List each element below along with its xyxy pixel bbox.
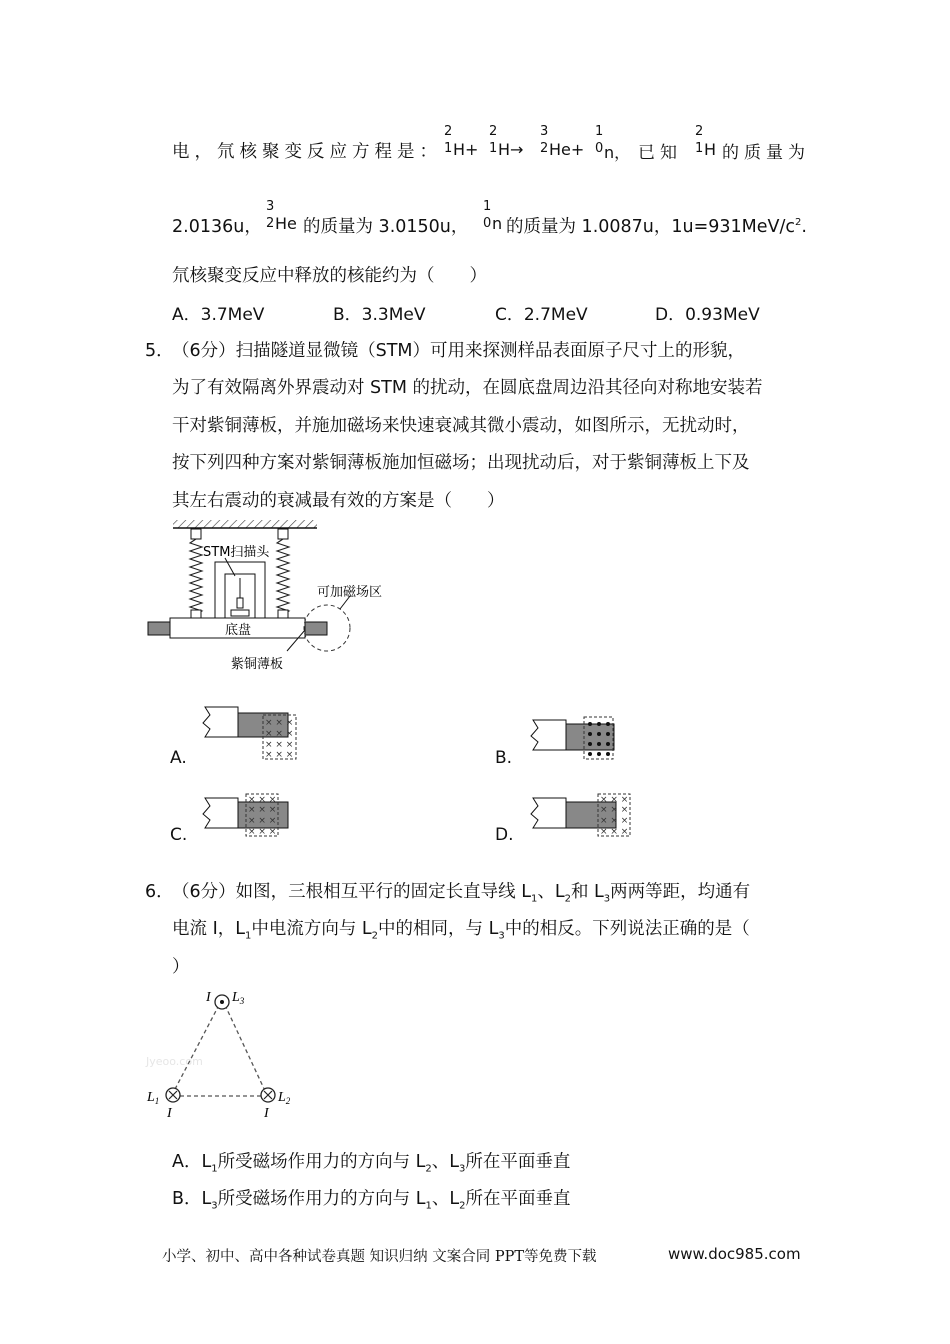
isotope-mass: 3 (266, 199, 275, 214)
q4-mass-text-3: 的质量为 1.0087u，$1u=931MeV/c^2$. (506, 217, 807, 237)
edge-l3-l2 (225, 1005, 266, 1093)
ceiling (173, 520, 317, 528)
option-a-figure (200, 703, 300, 763)
field-into-page-marks (248, 795, 276, 837)
isotope-mass: 1 (595, 124, 604, 139)
label-l3: $L_3$ (232, 990, 245, 1006)
svg-text:× × ×: × × × (248, 805, 277, 815)
isotope-symbol: He+ (549, 140, 585, 159)
isotope-mass: 2 (695, 124, 704, 139)
svg-text:× × ×: × × × (600, 816, 629, 826)
isotope-charge: 1 (489, 141, 498, 156)
svg-text:× × ×: × × × (265, 750, 294, 760)
svg-text:× × ×: × × × (600, 795, 629, 805)
q4-mass-text-1: 2.0136u， (172, 217, 262, 237)
footer-url[interactable]: www.doc985.com (668, 1245, 801, 1263)
isotope-charge: 1 (444, 141, 453, 156)
label-i-right: I (264, 1106, 269, 1120)
q5-option-c[interactable]: C. (170, 825, 188, 845)
q6-option-a[interactable]: A．$L_1$所受磁场作用力的方向与 $L_2$、$L_3$所在平面垂直 (172, 1152, 571, 1175)
watermark: Jyeoo.com (146, 1055, 203, 1068)
q4-intro-text: 电，氘核聚变反应方程是： (172, 142, 442, 162)
svg-text:× × ×: × × × (600, 827, 629, 837)
wire-l3-out-of-page (215, 995, 229, 1009)
q6-option-b[interactable]: B．$L_3$所受磁场作用力的方向与 $L_1$、$L_2$所在平面垂直 (172, 1189, 571, 1212)
plate-label: 紫铜薄板 (231, 657, 284, 672)
q6-line-2: 电流 I，$L_1$中电流方向与 $L_2$中的相同，与 $L_3$中的相反。下列说法正确的是（ (172, 919, 750, 942)
svg-text:× × ×: × × × (248, 795, 277, 805)
base-plate-right (305, 622, 327, 635)
label-i-left: I (167, 1106, 172, 1120)
base-label: 底盘 (225, 623, 252, 638)
svg-text:× × ×: × × × (600, 805, 629, 815)
option-b-figure (528, 712, 623, 762)
stm-head-label: STM扫描头 (203, 545, 270, 560)
label-l2: $L_2$ (278, 1090, 291, 1106)
isotope-symbol: n， (604, 143, 631, 162)
q5-option-b[interactable]: B. (495, 748, 513, 768)
option-c-figure (200, 790, 300, 840)
label-i-top: I (206, 990, 211, 1005)
label-l1: $L_1$ (147, 1090, 160, 1106)
q4-mass-text-2: 的质量为 3.0150u， (303, 217, 469, 237)
isotope-symbol: n (492, 214, 503, 233)
q5-number: 5． (145, 341, 174, 361)
isotope-charge: 2 (266, 216, 275, 231)
isotope-mass: 2 (444, 124, 453, 139)
isotope-charge: 1 (695, 141, 704, 156)
base-plate-left (148, 622, 170, 635)
q5-line-5: 其左右震动的衰减最有效的方案是（ ） (172, 491, 505, 511)
q4-option-d[interactable]: D．0.93MeV (655, 305, 760, 325)
spring-right (277, 539, 289, 614)
wires-figure (142, 985, 312, 1120)
q4-option-b[interactable]: B．3.3MeV (333, 305, 426, 325)
svg-text:× × ×: × × × (248, 816, 277, 826)
isotope-charge: 0 (483, 216, 492, 231)
isotope-mass: 2 (489, 124, 498, 139)
isotope-charge: 2 (540, 141, 549, 156)
q6-line-1: （6分）如图，三根相互平行的固定长直导线 $L_1$、$L_2$和 $L_3$两两等距，均通有 (172, 882, 751, 905)
q4-known-text: 已知 (638, 143, 682, 163)
svg-text:× × ×: × × × (265, 729, 294, 739)
isotope-mass: 3 (540, 124, 549, 139)
q6-line-3: ） (172, 957, 190, 977)
wire-l1-into-page (166, 1088, 180, 1102)
q4-known-suffix: 的质量为 (722, 143, 810, 163)
q5-option-d[interactable]: D. (495, 825, 514, 845)
stm-figure (145, 518, 405, 678)
q4-option-a[interactable]: A．3.7MeV (172, 305, 265, 325)
option-d-figure (528, 790, 638, 840)
field-into-page-marks (600, 795, 628, 837)
q5-line-3: 干对紫铜薄板，并施加磁场来快速衰减其微小震动，如图所示，无扰动时， (172, 416, 750, 436)
q5-line-4: 按下列四种方案对紫铜薄板施加恒磁场；出现扰动后，对于紫铜薄板上下及 (172, 453, 750, 473)
svg-text:× × ×: × × × (265, 740, 294, 750)
field-into-page-marks (265, 718, 293, 760)
q6-number: 6． (145, 882, 174, 902)
wire-l2-into-page (261, 1088, 275, 1102)
isotope-symbol: H+ (453, 140, 479, 159)
edge-l3-l1 (173, 1005, 219, 1093)
q4-option-c[interactable]: C．2.7MeV (495, 305, 588, 325)
isotope-symbol: He (275, 214, 297, 233)
q5-option-a[interactable]: A. (170, 748, 187, 768)
isotope-mass: 1 (483, 199, 492, 214)
field-region-label: 可加磁场区 (317, 585, 383, 600)
q5-line-2: 为了有效隔离外界震动对 STM 的扰动，在圆底盘周边沿其径向对称地安装若 (172, 378, 763, 398)
isotope-symbol: H (704, 140, 717, 159)
isotope-charge: 0 (595, 141, 604, 156)
footer-left: 小学、初中、高中各种试卷真题 知识归纳 文案合同 PPT等免费下载 (162, 1249, 597, 1265)
q4-question-text: 氘核聚变反应中释放的核能约为（ ） (172, 266, 487, 286)
spring-left (190, 539, 202, 614)
svg-text:× × ×: × × × (248, 827, 277, 837)
spring-mount-left (191, 529, 201, 539)
spring-mount-right (278, 529, 288, 539)
svg-text:× × ×: × × × (265, 718, 294, 728)
q5-line-1: （6分）扫描隧道显微镜（STM）可用来探测样品表面原子尺寸上的形貌， (172, 341, 746, 361)
isotope-symbol: H→ (498, 140, 524, 159)
